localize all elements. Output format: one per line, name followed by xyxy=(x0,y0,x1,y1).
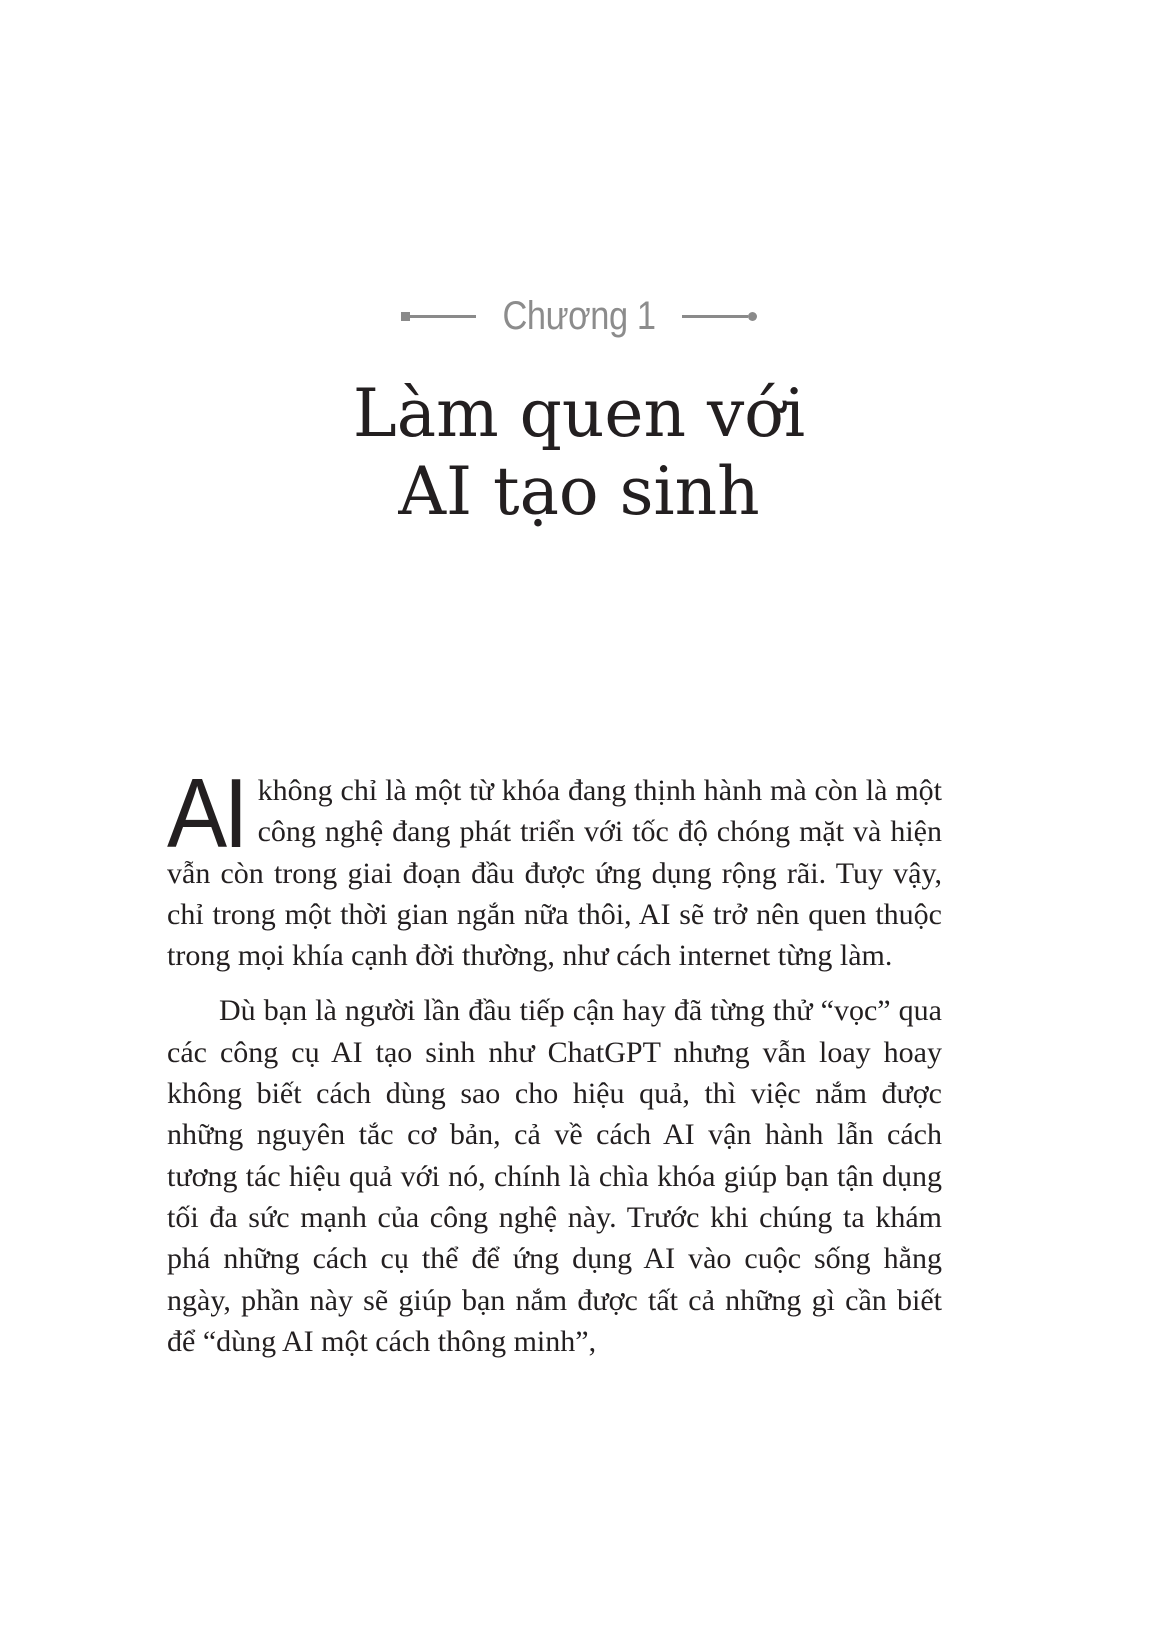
chapter-title xyxy=(0,375,1158,531)
paragraph-1 xyxy=(167,758,942,976)
chapter-title-line-1: Làm quen với xyxy=(352,375,806,452)
ornament-right xyxy=(682,312,757,321)
body-text xyxy=(167,758,942,1362)
chapter-label xyxy=(0,292,1158,340)
paragraph-1-text: không chỉ là một từ khóa đang thịnh hành mà còn là một công nghệ đang phát triển với tốc độ chóng mặt và hiện vẫn còn trong giai đoạn đầu được ứng dụng rộng rãi. Tuy vậy, chỉ trong một thời gian ngắn nữa thôi, AI sẽ trở nên quen thuộc trong mọi khía cạnh đời thường, như cách internet từng làm. xyxy=(167,774,942,973)
rule-line xyxy=(410,315,476,318)
drop-cap: AI xyxy=(167,758,245,868)
ornament-left xyxy=(401,312,476,321)
square-ornament-icon xyxy=(401,312,410,321)
chapter-title-line-2: AI tạo sinh xyxy=(398,453,760,530)
paragraph-2: Dù bạn là người lần đầu tiếp cận hay đã từng thử “vọc” qua các công cụ AI tạo sinh như ChatGPT nhưng vẫn loay hoay không biết cách dùng sao cho hiệu quả, thì việc nắm được những nguyên tắc cơ bản, cả về cách AI vận hành lẫn cách tương tác hiệu quả với nó, chính là chìa khóa giúp bạn tận dụng tối đa sức mạnh của công nghệ này. Trước khi chúng ta khám phá những cách cụ thể để ứng dụng AI vào cuộc sống hằng ngày, phần này sẽ giúp bạn nắm được tất cả những gì cần biết để “dùng AI một cách thông minh”, xyxy=(167,994,942,1358)
rule-line xyxy=(682,315,748,318)
chapter-number: Chương 1 xyxy=(502,294,656,338)
dot-ornament-icon xyxy=(748,312,757,321)
